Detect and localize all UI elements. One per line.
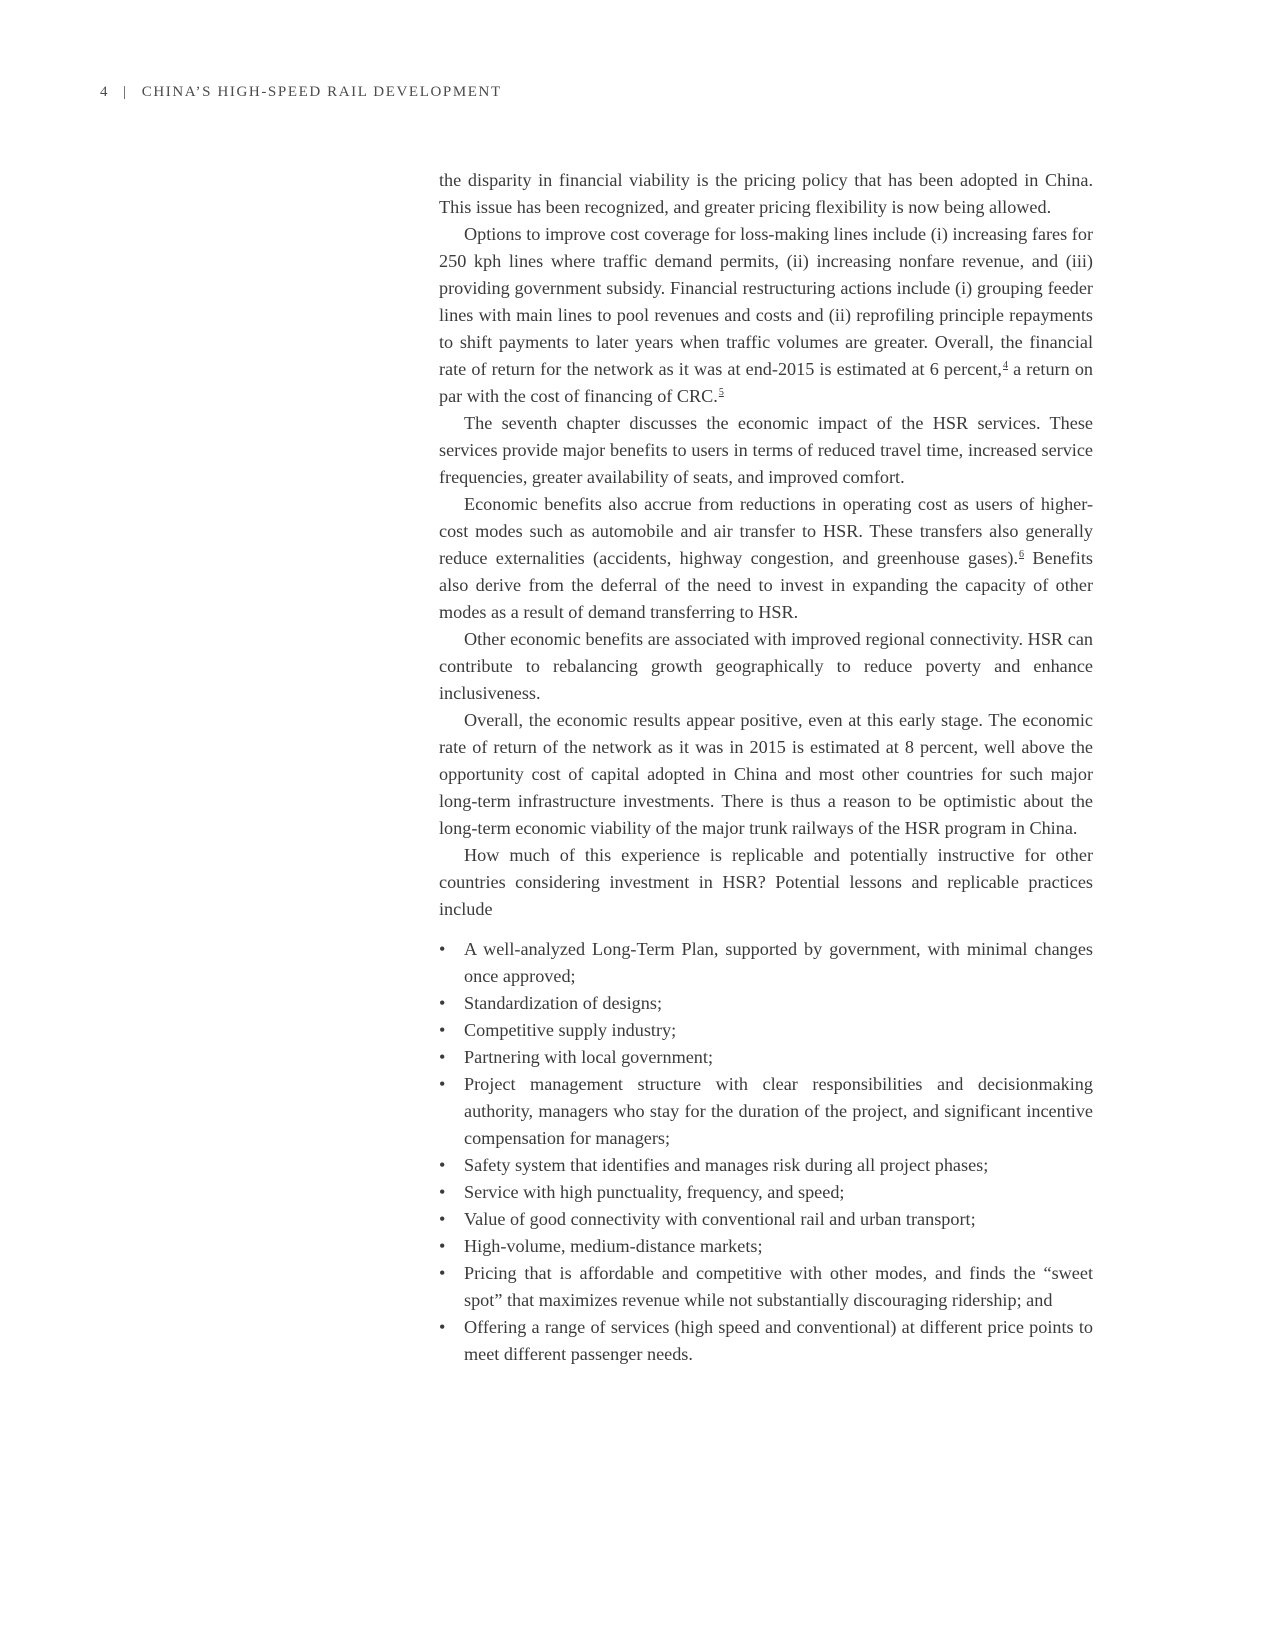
- footnote-ref-6[interactable]: 6: [1019, 549, 1025, 560]
- footnote-ref-4[interactable]: 4: [1002, 360, 1008, 371]
- paragraph-4-text-b: Benefits also derive from the deferral of the need to invest in expanding the capacity of other modes as a result of demand transferring to HSR.: [439, 548, 1093, 622]
- list-item: [439, 1206, 1093, 1233]
- list-item: [439, 1179, 1093, 1206]
- list-item: [439, 1233, 1093, 1260]
- list-item-text: High-volume, medium-distance markets;: [464, 1236, 763, 1256]
- list-item-text: Pricing that is affordable and competitive with other modes, and finds the “sweet spot” that maximizes revenue while not substantially discouraging ridership; and: [464, 1263, 1093, 1310]
- paragraph-2-text-a: Options to improve cost coverage for loss-making lines include (i) increasing fares for 250 kph lines where traffic demand permits, (ii) increasing nonfare revenue, and (iii) providing government subsidy. Financial restructuring actions include (i) grouping feeder lines with main lines to pool revenues and costs and (ii) reprofiling principle repayments to shift payments to later years when traffic volumes are greater. Overall, the financial rate of return for the network as it was at end-2015 is estimated at 6 percent,: [439, 224, 1093, 379]
- list-item: [439, 1071, 1093, 1152]
- list-item: [439, 1017, 1093, 1044]
- paragraph-2: [439, 221, 1093, 410]
- bullet-icon: •: [439, 1236, 446, 1256]
- list-item: [439, 1152, 1093, 1179]
- paragraph-1: the disparity in financial viability is the pricing policy that has been adopted in China. This issue has been recognized, and greater pricing flexibility is now being allowed.: [439, 170, 1093, 217]
- bullet-icon: •: [439, 1155, 446, 1175]
- bullet-icon: •: [439, 1074, 446, 1094]
- list-item-text: Project management structure with clear responsibilities and decisionmaking authority, managers who stay for the duration of the project, and significant incentive compensation for managers;: [464, 1074, 1093, 1148]
- list-item-text: Competitive supply industry;: [464, 1020, 677, 1040]
- paragraph-2-text-b: a return on par with the cost of financing of CRC.: [439, 359, 1094, 406]
- list-item-text: Service with high punctuality, frequency, and speed;: [464, 1182, 845, 1202]
- bullet-icon: •: [439, 993, 446, 1013]
- paragraph-7: How much of this experience is replicable and potentially instructive for other countries considering investment in HSR? Potential lessons and replicable practices include: [439, 845, 1093, 919]
- bullet-icon: •: [439, 1182, 446, 1202]
- running-header: [100, 84, 502, 101]
- bullet-icon: •: [439, 1263, 446, 1283]
- paragraph-4-text-a: Economic benefits also accrue from reductions in operating cost as users of higher-cost modes such as automobile and air transfer to HSR. These transfers also generally reduce externalities (accidents, highway congestion, and greenhouse gases).: [439, 494, 1093, 568]
- bullet-icon: •: [439, 1209, 446, 1229]
- list-item: [439, 1260, 1093, 1314]
- list-item: [439, 990, 1093, 1017]
- list-item-text: A well-analyzed Long-Term Plan, supported by government, with minimal changes once approved;: [464, 939, 1093, 986]
- list-item: [439, 936, 1093, 990]
- paragraph-3: The seventh chapter discusses the economic impact of the HSR services. These services provide major benefits to users in terms of reduced travel time, increased service frequencies, greater availability of seats, and improved comfort.: [439, 413, 1093, 487]
- header-separator: |: [123, 84, 128, 100]
- body-text: [439, 167, 1093, 1368]
- page-number: 4: [100, 84, 110, 100]
- footnote-ref-5[interactable]: 5: [718, 387, 724, 398]
- lessons-list: [439, 936, 1093, 1368]
- bullet-icon: •: [439, 939, 446, 959]
- list-item-text: Offering a range of services (high speed and conventional) at different price points to meet different passenger needs.: [464, 1317, 1093, 1364]
- paragraph-6: Overall, the economic results appear positive, even at this early stage. The economic rate of return of the network as it was in 2015 is estimated at 8 percent, well above the opportunity cost of capital adopted in China and most other countries for such major long-term infrastructure investments. There is thus a reason to be optimistic about the long-term economic viability of the major trunk railways of the HSR program in China.: [439, 710, 1093, 838]
- bullet-icon: •: [439, 1047, 446, 1067]
- bullet-icon: •: [439, 1317, 446, 1337]
- list-item-text: Safety system that identifies and manages risk during all project phases;: [464, 1155, 989, 1175]
- running-title: CHINA’S HIGH-SPEED RAIL DEVELOPMENT: [141, 84, 502, 100]
- paragraph-5: Other economic benefits are associated with improved regional connectivity. HSR can contribute to rebalancing growth geographically to reduce poverty and enhance inclusiveness.: [439, 629, 1093, 703]
- list-item-text: Standardization of designs;: [464, 993, 663, 1013]
- paragraph-4: [439, 491, 1093, 626]
- list-item: [439, 1044, 1093, 1071]
- list-item-text: Value of good connectivity with conventional rail and urban transport;: [464, 1209, 976, 1229]
- list-item: [439, 1314, 1093, 1368]
- list-item-text: Partnering with local government;: [464, 1047, 714, 1067]
- bullet-icon: •: [439, 1020, 446, 1040]
